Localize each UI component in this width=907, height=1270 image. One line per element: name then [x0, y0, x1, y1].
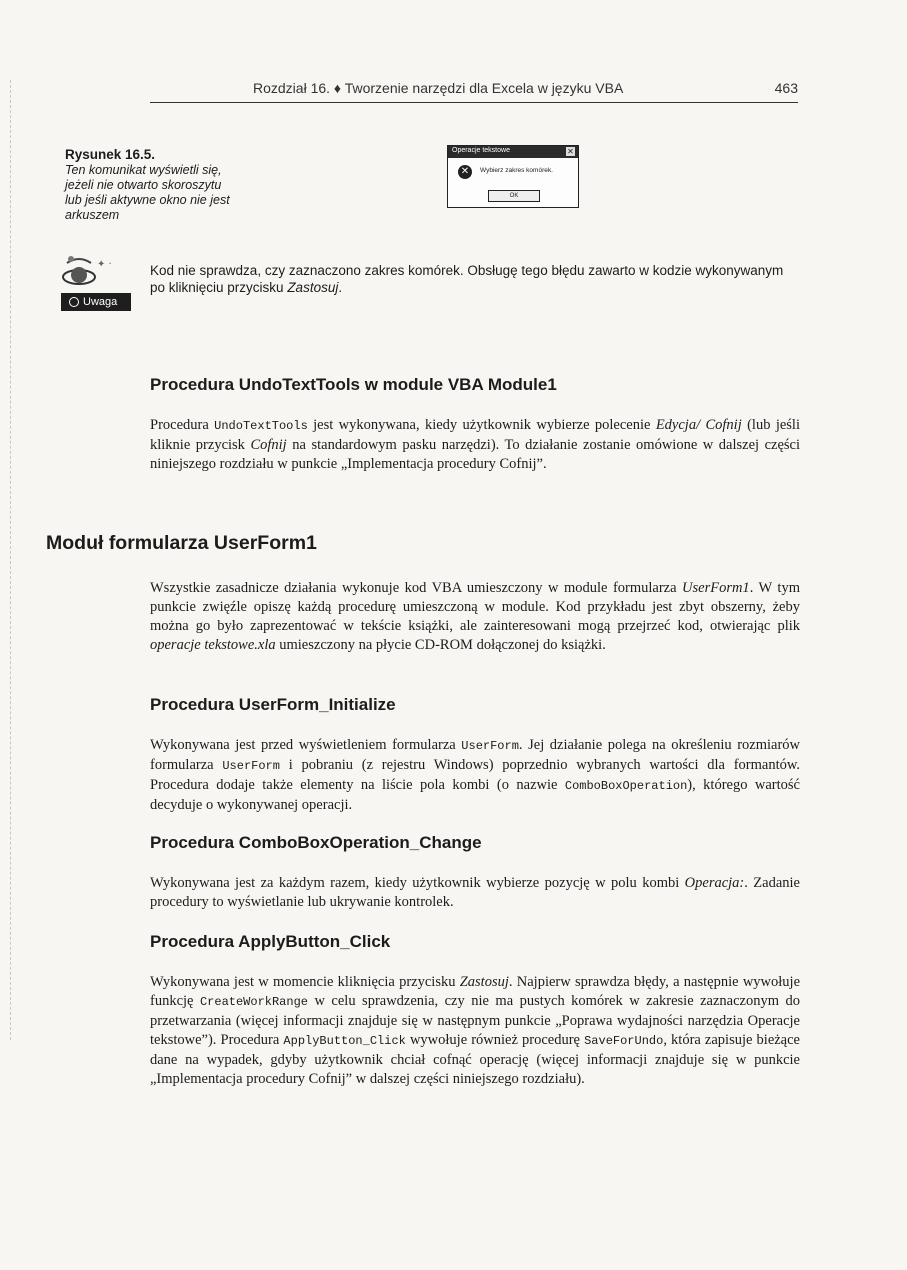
heading-undo: Procedura UndoTextTools w module VBA Module1: [150, 375, 557, 394]
figure-caption-text: Ten komunikat wyświetli się, jeżeli nie otwarto skoroszytu lub jeśli aktywne okno nie jest arkuszem: [65, 163, 230, 222]
page-margin-mark: [10, 80, 11, 1040]
dialog-titlebar: [448, 146, 578, 158]
heading-module: Moduł formularza UserForm1: [46, 532, 317, 554]
page-number: 463: [774, 80, 798, 96]
dialog-message: Wybierz zakres komórek.: [480, 167, 553, 174]
dialog-title: Operacje tekstowe: [452, 147, 510, 154]
note-badge-label: Uwaga: [83, 296, 118, 308]
running-header: [150, 78, 798, 103]
figure-caption: [65, 147, 235, 223]
paragraph-module: Wszystkie zasadnicze działania wykonuje kod VBA umieszczony w module formularza UserForm1. W tym punkcie zwięźle opiszę każdą procedurę umieszczoną w module. Kod przykładu jest zbyt obszerny, żeby można go było zaprezentować w tekście książki, ale zainteresowani mogą przejrzeć kod, otwierając plik operacje tekstowe.xla umieszczony na płycie CD-ROM dołączonej do książki.: [150, 580, 800, 653]
note-icon: [61, 253, 131, 311]
close-icon: ✕: [567, 147, 574, 156]
note-badge: [61, 293, 131, 311]
paragraph-init: Wykonywana jest przed wyświetleniem formularza UserForm. Jej działanie polega na określeniu rozmiarów formularza UserForm i pobraniu (z rejestru Windows) poprzednio wybranych wartości dla formantów. Procedura dodaje także elementy na liście pola kombi (o nazwie ComboBoxOperation), którego wartość decyduje o wykonywanej operacji.: [150, 737, 800, 813]
satellite-icon: [61, 253, 131, 295]
svg-text:✦ ·: ✦ ·: [97, 259, 112, 270]
paragraph-undo: Procedura UndoTextTools jest wykonywana, kiedy użytkownik wybierze polecenie Edycja/ Cofnij (lub jeśli kliknie przycisk Cofnij na standardowym pasku narzędzi). To działanie zostanie omówione w dalszej części niniejszego rozdziału w punkcie „Implementacja procedury Cofnij”.: [150, 417, 800, 472]
figure-number: Rysunek 16.5.: [65, 147, 156, 162]
heading-init: Procedura UserForm_Initialize: [150, 695, 396, 714]
error-icon: ✕: [458, 165, 472, 179]
dialog-ok-button: OK: [488, 190, 540, 202]
message-dialog-figure: [447, 145, 579, 208]
header-title: Rozdział 16. ♦ Tworzenie narzędzi dla Excela w języku VBA: [253, 80, 624, 96]
heading-combo: Procedura ComboBoxOperation_Change: [150, 833, 482, 852]
paragraph-apply: Wykonywana jest w momencie kliknięcia przycisku Zastosuj. Najpierw sprawdza błędy, a następnie wywołuje funkcję CreateWorkRange w celu sprawdzenia, czy nie ma pustych komórek w zakresie zaznaczonym do przetwarzania (więcej informacji znajduje się w następnym punkcie „Poprawa wydajności narzędzia Operacje tekstowe”). Procedura ApplyButton_Click wywołuje również procedurę SaveForUndo, która zapisuje bieżące dane na wypadek, gdyby użytkownik chciał cofnąć operację (więcej informacji znajduje się w punkcie „Implementacja procedury Cofnij” w dalszej części niniejszego rozdziału).: [150, 974, 801, 1087]
paragraph-combo: Wykonywana jest za każdym razem, kiedy użytkownik wybierze pozycję w polu kombi Operacja:. Zadanie procedury to wyświetlanie lub ukrywanie kontrolek.: [150, 875, 800, 910]
note-text: Kod nie sprawdza, czy zaznaczono zakres komórek. Obsługę tego błędu zawarto w kodzie wykonywanym po kliknięciu przycisku Zastosuj.: [150, 263, 784, 295]
heading-apply: Procedura ApplyButton_Click: [150, 932, 391, 951]
